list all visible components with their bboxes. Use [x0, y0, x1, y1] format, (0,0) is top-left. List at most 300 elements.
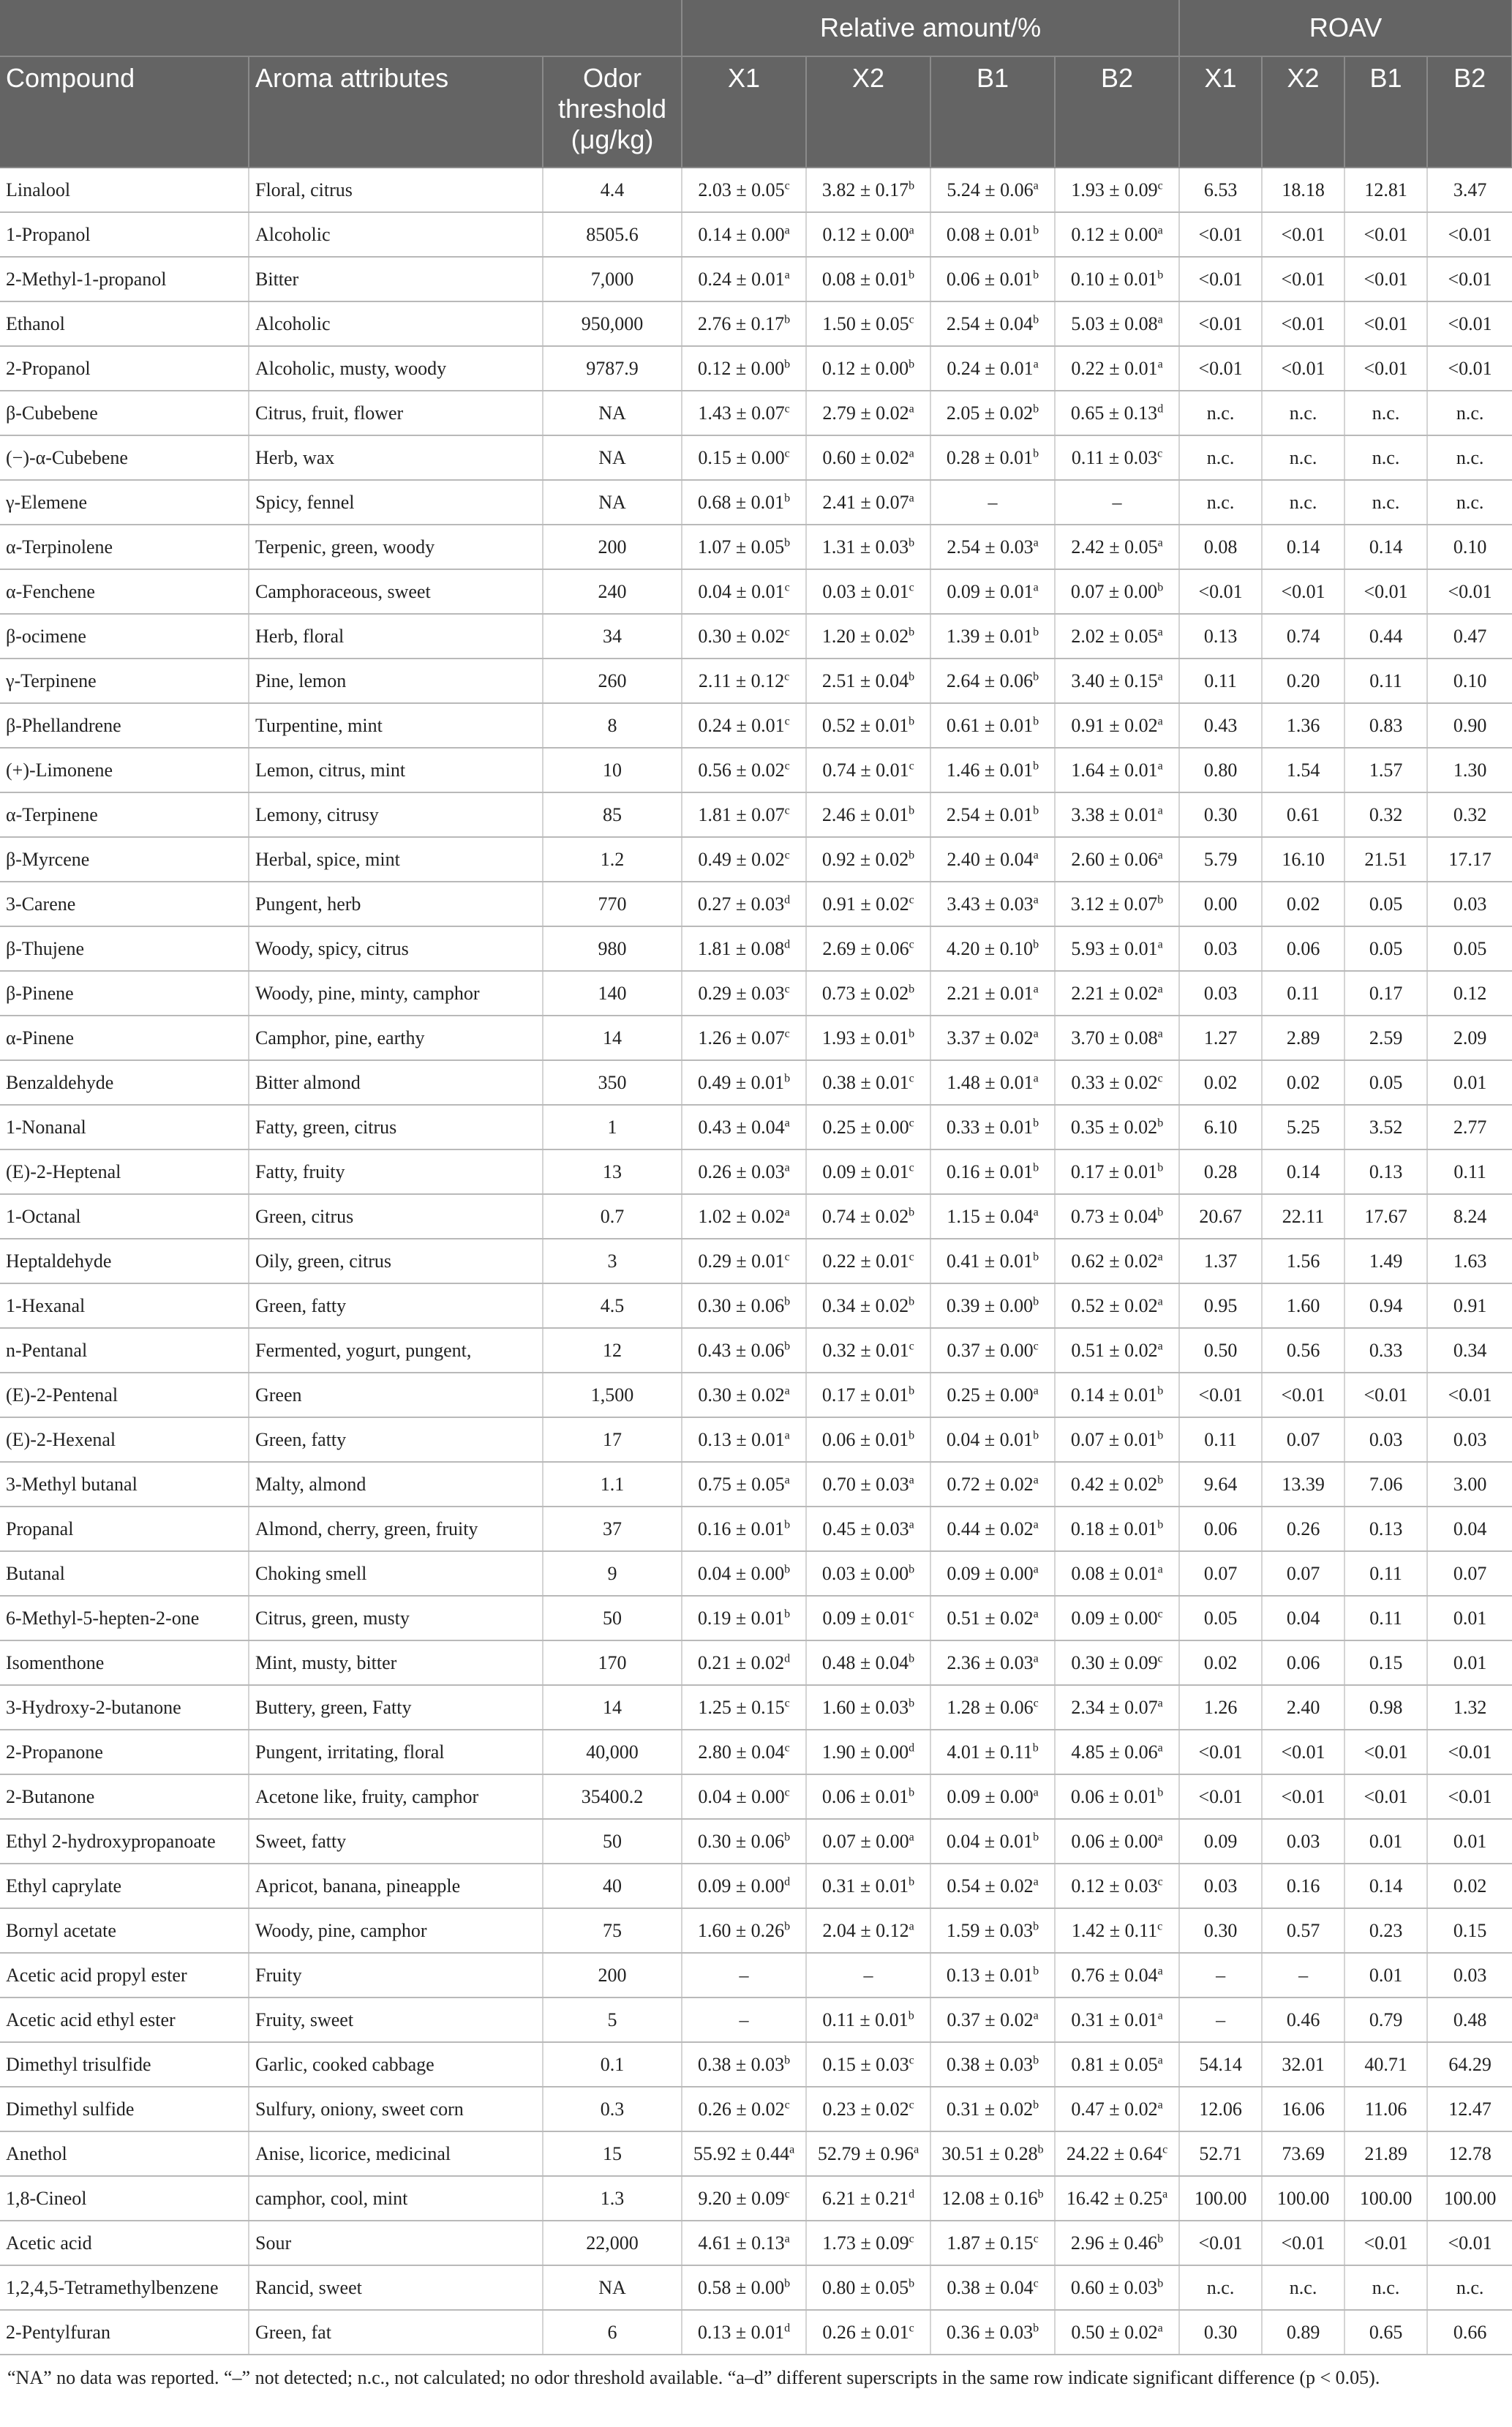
cell-roav: –: [1179, 1953, 1262, 1998]
significance-superscript: a: [1157, 536, 1163, 549]
cell-compound: Heptaldehyde: [0, 1239, 249, 1283]
cell-relative-amount: [1055, 257, 1179, 301]
cell-roav: <0.01: [1344, 257, 1427, 301]
cell-relative-amount: [682, 1149, 806, 1194]
cell-roav: 0.15: [1344, 1640, 1427, 1685]
significance-superscript: a: [784, 269, 790, 282]
cell-relative-amount: [682, 212, 806, 257]
cell-relative-amount: [806, 1507, 930, 1551]
significance-superscript: b: [784, 358, 791, 371]
cell-compound: β-Myrcene: [0, 837, 249, 882]
significance-superscript: c: [1033, 1697, 1039, 1710]
cell-roav: <0.01: [1427, 1774, 1512, 1819]
value: 3.37 ± 0.02: [947, 1027, 1034, 1049]
cell-roav: 0.61: [1262, 792, 1344, 837]
cell-roav: 9.64: [1179, 1462, 1262, 1507]
cell-roav: <0.01: [1344, 1774, 1427, 1819]
cell-compound: γ-Elemene: [0, 480, 249, 525]
value: 2.04 ± 0.12: [822, 1920, 909, 1941]
significance-superscript: a: [909, 402, 914, 416]
value: 0.04 ± 0.01: [946, 1429, 1034, 1450]
table-row: [0, 257, 1512, 301]
cell-compound: 3-Hydroxy-2-butanone: [0, 1685, 249, 1730]
significance-superscript: a: [1157, 1965, 1163, 1978]
cell-relative-amount: [682, 1417, 806, 1462]
cell-relative-amount: [1055, 837, 1179, 882]
significance-superscript: b: [1033, 626, 1039, 639]
cell-aroma: Herb, wax: [249, 435, 543, 480]
table-row: [0, 212, 1512, 257]
cell-roav: 1.27: [1179, 1016, 1262, 1060]
cell-roav: 22.11: [1262, 1194, 1344, 1239]
cell-relative-amount: [930, 2176, 1055, 2221]
cell-aroma: Malty, almond: [249, 1462, 543, 1507]
cell-threshold: 7,000: [543, 257, 682, 301]
cell-relative-amount: [682, 2265, 806, 2310]
significance-superscript: d: [909, 2188, 915, 2201]
value: 2.60 ± 0.06: [1071, 849, 1158, 870]
significance-superscript: c: [909, 2098, 914, 2112]
cell-threshold: 35400.2: [543, 1774, 682, 1819]
cell-aroma: Citrus, green, musty: [249, 1596, 543, 1640]
cell-roav: 1.60: [1262, 1283, 1344, 1328]
cell-relative-amount: [1055, 792, 1179, 837]
significance-superscript: b: [909, 1206, 915, 1219]
cell-roav: 100.00: [1262, 2176, 1344, 2221]
cell-relative-amount: [806, 2087, 930, 2131]
value: 1.07 ± 0.05: [697, 536, 785, 558]
cell-roav: 0.32: [1427, 792, 1512, 837]
cell-aroma: Herb, floral: [249, 614, 543, 659]
significance-superscript: b: [1033, 938, 1039, 951]
cell-relative-amount: [930, 1551, 1055, 1596]
cell-relative-amount: [930, 2310, 1055, 2355]
cell-roav: n.c.: [1262, 2265, 1344, 2310]
cell-relative-amount: [806, 1819, 930, 1864]
cell-relative-amount: [682, 1507, 806, 1551]
cell-roav: 0.79: [1344, 1998, 1427, 2042]
significance-superscript: a: [1157, 2098, 1163, 2112]
cell-relative-amount: [682, 2087, 806, 2131]
value: 3.12 ± 0.07: [1070, 893, 1158, 915]
cell-roav: 0.03: [1179, 971, 1262, 1016]
significance-superscript: b: [784, 2054, 791, 2067]
significance-superscript: a: [1033, 1474, 1039, 1487]
significance-superscript: b: [908, 2009, 914, 2022]
cell-compound: 1-Octanal: [0, 1194, 249, 1239]
cell-relative-amount: [930, 346, 1055, 391]
value: 0.36 ± 0.03: [946, 2322, 1034, 2343]
cell-roav: 0.34: [1427, 1328, 1512, 1373]
cell-relative-amount: [806, 1016, 930, 1060]
cell-relative-amount: [930, 301, 1055, 346]
cell-threshold: 770: [543, 882, 682, 926]
significance-superscript: b: [909, 1652, 915, 1665]
significance-superscript: a: [1157, 1697, 1163, 1710]
cell-aroma: Pungent, herb: [249, 882, 543, 926]
cell-threshold: 350: [543, 1060, 682, 1105]
significance-superscript: c: [909, 1161, 914, 1174]
significance-superscript: d: [784, 893, 791, 907]
value: 0.19 ± 0.01: [697, 1608, 785, 1629]
cell-roav: <0.01: [1344, 2221, 1427, 2265]
table-row: [0, 1328, 1512, 1373]
value: 1.15 ± 0.04: [947, 1206, 1034, 1227]
value: 2.05 ± 0.02: [946, 402, 1034, 424]
cell-roav: 0.01: [1344, 1953, 1427, 1998]
significance-superscript: a: [1157, 224, 1163, 237]
significance-superscript: b: [1033, 1250, 1039, 1264]
significance-superscript: b: [1033, 1920, 1039, 1933]
cell-roav: 0.32: [1344, 792, 1427, 837]
cell-relative-amount: [682, 1596, 806, 1640]
cell-roav: 0.66: [1427, 2310, 1512, 2355]
cell-compound: β-Pinene: [0, 971, 249, 1016]
cell-threshold: 8: [543, 703, 682, 748]
cell-roav: n.c.: [1427, 2265, 1512, 2310]
cell-aroma: Green, citrus: [249, 1194, 543, 1239]
cell-threshold: 1.3: [543, 2176, 682, 2221]
significance-superscript: b: [1033, 269, 1039, 282]
table-row: [0, 1462, 1512, 1507]
value: 1.20 ± 0.02: [821, 626, 909, 647]
significance-superscript: a: [1033, 849, 1039, 862]
cell-threshold: 4.5: [543, 1283, 682, 1328]
value: 0.33 ± 0.02: [1071, 1072, 1158, 1093]
cell-relative-amount: [682, 659, 806, 703]
significance-superscript: c: [784, 1786, 790, 1799]
value: 3.43 ± 0.03: [947, 893, 1034, 915]
value: 1.25 ± 0.15: [698, 1697, 785, 1718]
cell-compound: (+)-Limonene: [0, 748, 249, 792]
cell-relative-amount: [930, 1730, 1055, 1774]
cell-threshold: 75: [543, 1908, 682, 1953]
cell-roav: 0.89: [1262, 2310, 1344, 2355]
cell-roav: n.c.: [1262, 435, 1344, 480]
significance-superscript: b: [1033, 715, 1039, 728]
value: 1.64 ± 0.01: [1071, 759, 1158, 781]
cell-relative-amount: [1055, 1149, 1179, 1194]
cell-compound: Dimethyl sulfide: [0, 2087, 249, 2131]
value: 0.34 ± 0.02: [821, 1295, 909, 1316]
cell-compound: Anethol: [0, 2131, 249, 2176]
cell-roav: 12.06: [1179, 2087, 1262, 2131]
significance-superscript: b: [1033, 804, 1039, 817]
significance-superscript: c: [909, 2322, 914, 2335]
table-row: [0, 837, 1512, 882]
cell-roav: 1.36: [1262, 703, 1344, 748]
significance-superscript: c: [1157, 1608, 1163, 1621]
table-row: [0, 1239, 1512, 1283]
cell-relative-amount: [806, 2265, 930, 2310]
value: 2.41 ± 0.07: [822, 492, 909, 513]
significance-superscript: b: [1033, 1831, 1039, 1844]
significance-superscript: c: [1157, 1072, 1163, 1085]
significance-superscript: b: [1033, 224, 1039, 237]
cell-roav: 3.52: [1344, 1105, 1427, 1149]
cell-relative-amount: [682, 391, 806, 435]
cell-relative-amount: [1055, 525, 1179, 569]
cell-relative-amount: [930, 1640, 1055, 1685]
cell-roav: 8.24: [1427, 1194, 1512, 1239]
cell-aroma: Alcoholic: [249, 212, 543, 257]
header-column-row: [0, 56, 1512, 168]
table-row: [0, 1685, 1512, 1730]
table-row: [0, 2042, 1512, 2087]
value: 5.24 ± 0.06: [947, 179, 1034, 200]
cell-relative-amount: [806, 792, 930, 837]
significance-superscript: a: [1157, 358, 1163, 371]
value: 24.22 ± 0.64: [1066, 2143, 1163, 2164]
cell-relative-amount: [682, 792, 806, 837]
significance-superscript: b: [1037, 2143, 1044, 2156]
cell-relative-amount: [1055, 1105, 1179, 1149]
cell-relative-amount: [682, 1194, 806, 1239]
table-row: [0, 1730, 1512, 1774]
significance-superscript: a: [1033, 893, 1039, 907]
cell-threshold: 0.3: [543, 2087, 682, 2131]
cell-roav: <0.01: [1427, 257, 1512, 301]
value: 1.93 ± 0.01: [821, 1027, 909, 1049]
value: 0.62 ± 0.02: [1071, 1250, 1158, 1272]
significance-superscript: b: [1033, 1161, 1039, 1174]
cell-compound: α-Fenchene: [0, 569, 249, 614]
cell-threshold: 240: [543, 569, 682, 614]
significance-superscript: a: [909, 1920, 914, 1933]
value: 0.38 ± 0.01: [822, 1072, 909, 1093]
table-row: [0, 1283, 1512, 1328]
value: 0.37 ± 0.02: [947, 2009, 1034, 2030]
cell-roav: 0.05: [1427, 926, 1512, 971]
value: 0.65 ± 0.13: [1070, 402, 1158, 424]
cell-roav: <0.01: [1427, 1730, 1512, 1774]
cell-relative-amount: [1055, 1507, 1179, 1551]
cell-threshold: 50: [543, 1819, 682, 1864]
significance-superscript: b: [1157, 1206, 1164, 1219]
significance-superscript: b: [909, 670, 915, 683]
cell-roav: 0.01: [1427, 1596, 1512, 1640]
cell-roav: <0.01: [1427, 346, 1512, 391]
cell-compound: 1,8-Cineol: [0, 2176, 249, 2221]
cell-relative-amount: [1055, 1953, 1179, 1998]
cell-relative-amount: [682, 569, 806, 614]
cell-relative-amount: [1055, 703, 1179, 748]
value: 2.21 ± 0.01: [947, 983, 1034, 1004]
significance-superscript: c: [1033, 2232, 1039, 2246]
significance-superscript: c: [784, 581, 790, 594]
table-row: [0, 703, 1512, 748]
value: 0.30 ± 0.09: [1071, 1652, 1158, 1673]
table-row: [0, 926, 1512, 971]
cell-relative-amount: [930, 569, 1055, 614]
value: 0.73 ± 0.04: [1070, 1206, 1158, 1227]
cell-relative-amount: [930, 391, 1055, 435]
table-row: [0, 168, 1512, 212]
value: 0.80 ± 0.05: [821, 2277, 909, 2298]
cell-relative-amount: [682, 1328, 806, 1373]
significance-superscript: b: [1033, 1295, 1039, 1308]
significance-superscript: a: [1157, 1027, 1163, 1040]
cell-roav: <0.01: [1262, 212, 1344, 257]
cell-roav: 0.08: [1179, 525, 1262, 569]
value: 0.04 ± 0.01: [946, 1831, 1034, 1852]
cell-relative-amount: [806, 301, 930, 346]
cell-relative-amount: [930, 1908, 1055, 1953]
value: 1.43 ± 0.07: [698, 402, 785, 424]
cell-relative-amount: [806, 1685, 930, 1730]
cell-relative-amount: [1055, 1060, 1179, 1105]
cell-roav: 0.11: [1344, 1596, 1427, 1640]
significance-superscript: b: [1033, 2322, 1039, 2335]
cell-relative-amount: [1055, 2265, 1179, 2310]
cell-relative-amount: [806, 435, 930, 480]
header-blank: [0, 0, 682, 56]
significance-superscript: a: [1033, 983, 1039, 996]
value: 0.61 ± 0.01: [946, 715, 1034, 736]
value: 1.42 ± 0.11: [1071, 1920, 1158, 1941]
cell-relative-amount: [682, 748, 806, 792]
significance-superscript: c: [784, 447, 790, 460]
table-row: [0, 792, 1512, 837]
cell-relative-amount: [682, 882, 806, 926]
cell-relative-amount: [806, 2310, 930, 2355]
cell-threshold: 9787.9: [543, 346, 682, 391]
value: 0.38 ± 0.03: [946, 2054, 1034, 2075]
value: 3.38 ± 0.01: [1071, 804, 1158, 825]
table-row: [0, 748, 1512, 792]
value: 0.07 ± 0.00: [1070, 581, 1158, 602]
table-row: [0, 1864, 1512, 1908]
cell-compound: α-Terpinolene: [0, 525, 249, 569]
cell-roav: 1.30: [1427, 748, 1512, 792]
cell-roav: 21.51: [1344, 837, 1427, 882]
cell-compound: 1-Nonanal: [0, 1105, 249, 1149]
cell-compound: β-Phellandrene: [0, 703, 249, 748]
cell-relative-amount: [806, 1462, 930, 1507]
value: 0.09 ± 0.01: [947, 581, 1034, 602]
cell-roav: 0.04: [1427, 1507, 1512, 1551]
value: 0.22 ± 0.01: [822, 1250, 909, 1272]
cell-threshold: 0.1: [543, 2042, 682, 2087]
value: 0.30 ± 0.02: [698, 1384, 785, 1406]
cell-compound: (E)-2-Hexenal: [0, 1417, 249, 1462]
value: 1.81 ± 0.07: [698, 804, 785, 825]
value: 2.21 ± 0.02: [1071, 983, 1158, 1004]
cell-roav: 0.11: [1179, 1417, 1262, 1462]
cell-relative-amount: [930, 703, 1055, 748]
cell-relative-amount: [682, 837, 806, 882]
cell-roav: n.c.: [1427, 391, 1512, 435]
table-row: [0, 971, 1512, 1016]
value: 0.12 ± 0.00: [821, 358, 909, 379]
significance-superscript: b: [784, 1563, 791, 1576]
table-row: [0, 1998, 1512, 2042]
significance-superscript: c: [784, 1741, 790, 1755]
cell-threshold: 6: [543, 2310, 682, 2355]
value: 0.31 ± 0.01: [1071, 2009, 1158, 2030]
significance-superscript: b: [1033, 447, 1039, 460]
significance-superscript: b: [784, 1920, 791, 1933]
significance-superscript: d: [784, 1652, 791, 1665]
cell-compound: α-Pinene: [0, 1016, 249, 1060]
cell-threshold: 85: [543, 792, 682, 837]
cell-roav: 0.14: [1344, 1864, 1427, 1908]
cell-relative-amount: [1055, 1908, 1179, 1953]
cell-threshold: 1: [543, 1105, 682, 1149]
cell-roav: 54.14: [1179, 2042, 1262, 2087]
cell-roav: <0.01: [1179, 1730, 1262, 1774]
cell-threshold: 14: [543, 1685, 682, 1730]
cell-roav: 13.39: [1262, 1462, 1344, 1507]
cell-relative-amount: [930, 1239, 1055, 1283]
significance-superscript: a: [909, 224, 914, 237]
cell-roav: n.c.: [1179, 2265, 1262, 2310]
value: 0.06 ± 0.00: [1071, 1831, 1158, 1852]
significance-superscript: c: [1157, 1920, 1163, 1933]
table-row: [0, 1417, 1512, 1462]
cell-compound: 2-Pentylfuran: [0, 2310, 249, 2355]
value: 0.29 ± 0.01: [698, 1250, 785, 1272]
cell-relative-amount: [1055, 971, 1179, 1016]
significance-superscript: a: [909, 492, 914, 505]
value: 1.60 ± 0.03: [821, 1697, 909, 1718]
cell-threshold: 170: [543, 1640, 682, 1685]
cell-roav: 0.02: [1262, 882, 1344, 926]
cell-relative-amount: [682, 257, 806, 301]
cell-threshold: 200: [543, 525, 682, 569]
cell-aroma: Fermented, yogurt, pungent,: [249, 1328, 543, 1373]
value: 0.12 ± 0.00: [697, 358, 785, 379]
value: 0.43 ± 0.06: [697, 1340, 785, 1361]
cell-threshold: 50: [543, 1596, 682, 1640]
table-row: [0, 1953, 1512, 1998]
cell-compound: Ethyl caprylate: [0, 1864, 249, 1908]
cell-roav: 0.03: [1179, 926, 1262, 971]
cell-relative-amount: [682, 1239, 806, 1283]
significance-superscript: b: [1157, 1786, 1164, 1799]
cell-threshold: NA: [543, 391, 682, 435]
cell-relative-amount: [1055, 2087, 1179, 2131]
value: 0.60 ± 0.02: [822, 447, 909, 468]
cell-relative-amount: [930, 1417, 1055, 1462]
cell-relative-amount: [930, 480, 1055, 525]
significance-superscript: a: [1033, 1652, 1039, 1665]
cell-relative-amount: [1055, 391, 1179, 435]
value: 0.72 ± 0.02: [947, 1474, 1034, 1495]
cell-relative-amount: [930, 2042, 1055, 2087]
cell-aroma: Floral, citrus: [249, 168, 543, 212]
table-row: [0, 301, 1512, 346]
significance-superscript: b: [784, 2277, 791, 2290]
cell-relative-amount: [1055, 2176, 1179, 2221]
significance-superscript: a: [1033, 1563, 1039, 1576]
table-footnote: “NA” no data was reported. “–” not detected; n.c., not calculated; no odor threshold available. “a–d” different superscripts in the same row indicate significant difference (p < 0.05).: [7, 2367, 1380, 2388]
cell-roav: 6.10: [1179, 1105, 1262, 1149]
significance-superscript: a: [1157, 670, 1163, 683]
table-row: [0, 1373, 1512, 1417]
significance-superscript: a: [1157, 759, 1163, 773]
cell-roav: 0.15: [1427, 1908, 1512, 1953]
cell-relative-amount: [1055, 435, 1179, 480]
cell-aroma: camphor, cool, mint: [249, 2176, 543, 2221]
value: 0.92 ± 0.02: [821, 849, 909, 870]
significance-superscript: c: [784, 804, 790, 817]
significance-superscript: b: [784, 1608, 791, 1621]
cell-roav: 0.50: [1179, 1328, 1262, 1373]
cell-roav: 0.98: [1344, 1685, 1427, 1730]
cell-threshold: 34: [543, 614, 682, 659]
cell-roav: 2.89: [1262, 1016, 1344, 1060]
